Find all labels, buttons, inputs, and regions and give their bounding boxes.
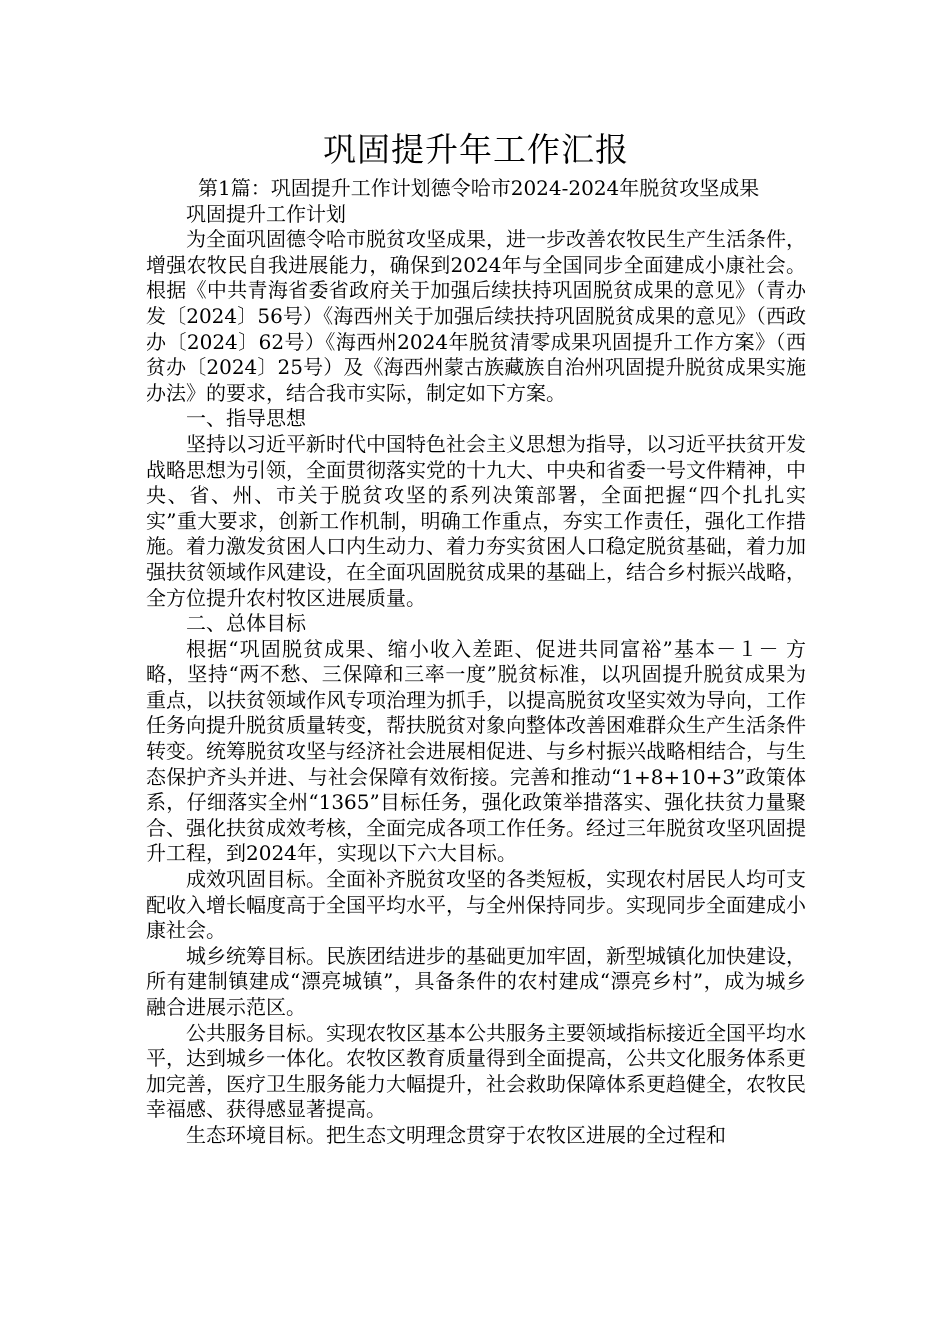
paragraph: 城乡统筹目标。民族团结进步的基础更加牢固，新型城镇化加快建设，所有建制镇建成“漂亮城镇”，具备条件的农村建成“漂亮乡村”，成为城乡融合进展示范区。 <box>146 943 806 1019</box>
paragraph: 成效巩固目标。全面补齐脱贫攻坚的各类短板，实现农村居民人均可支配收入增长幅度高于全国平均水平，与全州保持同步。实现同步全面建成小康社会。 <box>146 867 806 943</box>
section-heading: 一、指导思想 <box>186 406 306 431</box>
paragraph: 坚持以习近平新时代中国特色社会主义思想为指导，以习近平扶贫开发战略思想为引领，全面贯彻落实党的十九大、中央和省委一号文件精神，中央、省、州、市关于脱贫攻坚的系列决策部署，全面把握“四个扎扎实实”重大要求，创新工作机制，明确工作重点，夯实工作责任，强化工作措施。着力激发贫困人口内生动力、着力夯实贫困人口稳定脱贫基础，着力加强扶贫领域作风建设，在全面巩固脱贫成果的基础上，结合乡村振兴战略，全方位提升农村牧区进展质量。 <box>146 431 806 610</box>
document-page <box>146 124 806 1149</box>
paragraph: 公共服务目标。实现农牧区基本公共服务主要领域指标接近全国平均水平，达到城乡一体化。农牧区教育质量得到全面提高，公共文化服务体系更加完善，医疗卫生服务能力大幅提升，社会救助保障体系更趋健全，农牧民幸福感、获得感显著提高。 <box>146 1020 806 1122</box>
section-heading: 二、总体目标 <box>186 611 306 636</box>
paragraph: 生态环境目标。把生态文明理念贯穿于农牧区进展的全过程和 <box>186 1122 726 1147</box>
paragraph: 巩固提升工作计划 <box>186 201 346 226</box>
paragraph: 根据“巩固脱贫成果、缩小收入差距、促进共同富裕”基本－１－ 方略，坚持“两不愁、三保障和三率一度”脱贫标准，以巩固提升脱贫成果为重点，以扶贫领域作风专项治理为抓手，以提高脱贫攻坚实效为导向，工作任务向提升脱贫质量转变，帮扶脱贫对象向整体改善困难群众生产生活条件转变。统筹脱贫攻坚与经济社会进展相促进、与乡村振兴战略相结合，与生态保护齐头并进、与社会保障有效衔接。完善和推动“1+8+10+3”政策体系，仔细落实全州“1365”目标任务，强化政策举措落实、强化扶贫力量聚合、强化扶贫成效考核，全面完成各项工作任务。经过三年脱贫攻坚巩固提升工程，到2024年，实现以下六大目标。 <box>146 636 806 866</box>
document-subtitle: 第1篇：巩固提升工作计划德令哈市2024-2024年脱贫攻坚成果 <box>198 176 760 200</box>
paragraph: 为全面巩固德令哈市脱贫攻坚成果，进一步改善农牧民生产生活条件，增强农牧民自我进展能力，确保到2024年与全国同步全面建成小康社会。根据《中共青海省委省政府关于加强后续扶持巩固脱贫成果的意见》（青办发〔2024〕56号）《海西州关于加强后续扶持巩固脱贫成果的意见》（西政办〔2024〕62号）《海西州2024年脱贫清零成果巩固提升工作方案》（西贫办〔2024〕25号）及《海西州蒙古族藏族自治州巩固提升脱贫成果实施办法》的要求，结合我市实际，制定如下方案。 <box>146 227 806 405</box>
document-title: 巩固提升年工作汇报 <box>323 130 629 169</box>
